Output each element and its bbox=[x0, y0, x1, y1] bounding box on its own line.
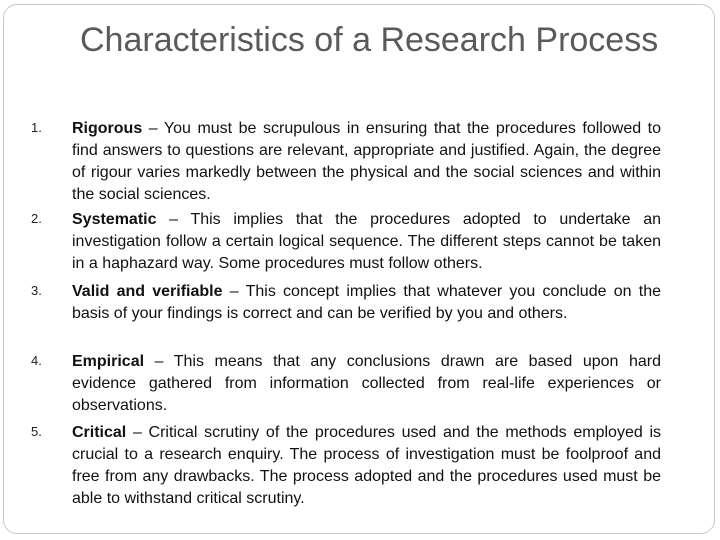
slide-title: Characteristics of a Research Process bbox=[80, 21, 659, 59]
item-body bbox=[72, 422, 661, 510]
item-description: – This concept implies that whatever you conclude on the basis of your findings is correct and can be verified by you and others. bbox=[72, 283, 662, 322]
item-body bbox=[72, 209, 661, 275]
item-description: – Critical scrutiny of the procedures used and the methods employed is crucial to a research enquiry. The process of investigation must be foolproof and free from any drawbacks. The process adopted and the procedures used must be able to withstand critical scrutiny. bbox=[72, 424, 661, 507]
item-description: – This means that any conclusions drawn are based upon hard evidence gathered from information collected from real-life experiences or observations. bbox=[72, 353, 661, 414]
item-number: 3. bbox=[31, 283, 42, 298]
item-number: 1. bbox=[31, 120, 42, 135]
item-term: Critical bbox=[72, 424, 127, 441]
item-body bbox=[72, 351, 661, 417]
item-number: 5. bbox=[31, 424, 42, 439]
item-description: – This implies that the procedures adopted to undertake an investigation follow a certain logical sequence. The different steps cannot be taken in a haphazard way. Some procedures must follow others. bbox=[72, 211, 661, 272]
item-body bbox=[72, 118, 661, 206]
item-body bbox=[72, 281, 661, 325]
item-term: Systematic bbox=[72, 211, 157, 228]
item-number: 4. bbox=[31, 353, 42, 368]
item-term: Valid and verifiable bbox=[72, 283, 223, 300]
item-number: 2. bbox=[31, 211, 42, 226]
item-term: Rigorous bbox=[72, 120, 143, 137]
item-term: Empirical bbox=[72, 353, 145, 370]
item-description: – You must be scrupulous in ensuring that the procedures followed to find answers to questions are relevant, appropriate and justified. Again, the degree of rigour varies markedly between the physical and the social sciences and within the social sciences. bbox=[72, 120, 661, 203]
